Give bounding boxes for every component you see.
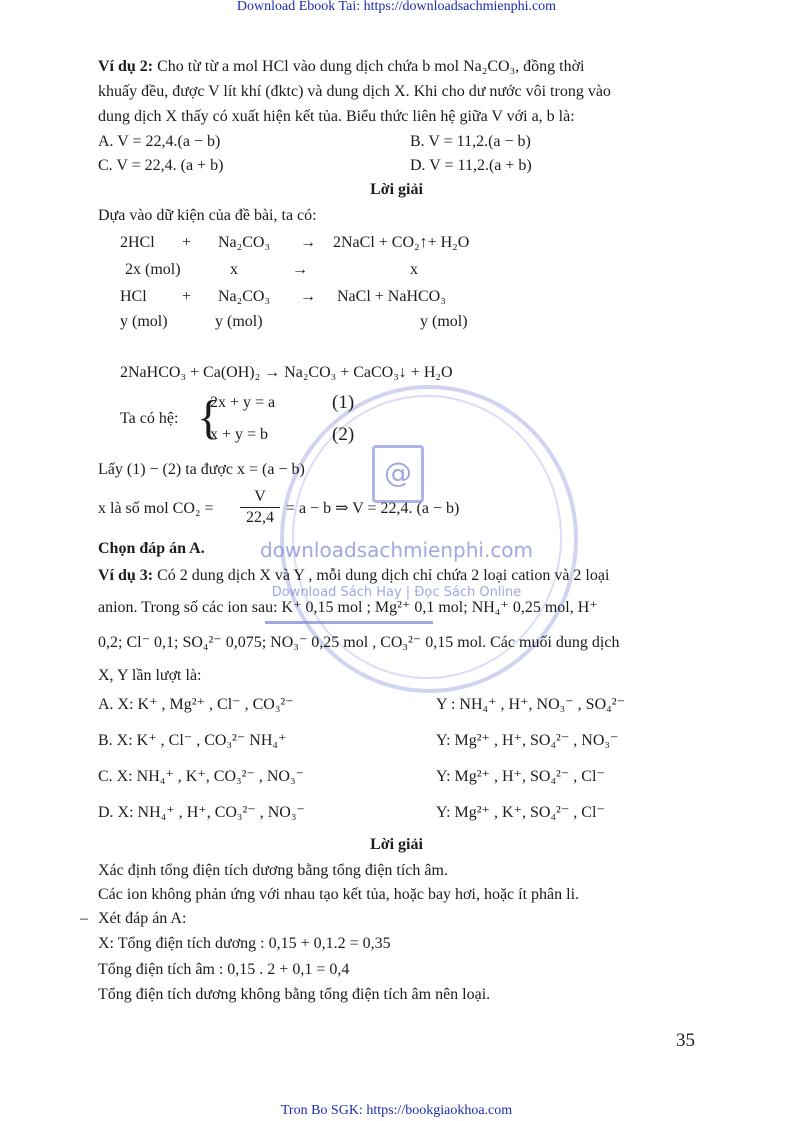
system-brace: { bbox=[197, 391, 221, 444]
page-number: 35 bbox=[676, 1030, 695, 1051]
ex3-line-1 bbox=[98, 565, 609, 587]
fraction-numerator: V bbox=[254, 488, 266, 505]
ex2-option-d: D. V = 11,2.(a + b) bbox=[410, 157, 532, 174]
sol3-line-5: Tổng điện tích âm : 0,15 . 2 + 0,1 = 0,4 bbox=[98, 961, 350, 978]
fraction-denominator: 22,4 bbox=[246, 509, 274, 526]
eq1-mol-c: x bbox=[410, 261, 418, 278]
ex3-line-2: anion. Trong số các ion sau: K⁺ 0,15 mol ; Mg²⁺ 0,1 mol; NH₄⁺ 0,25 mol, H⁺ bbox=[98, 599, 598, 616]
co2-pre: x là số mol CO₂ = bbox=[98, 500, 214, 517]
eq3: 2NaHCO₃ + Ca(OH)₂ → Na₂CO₃ + CaCO₃↓ + H₂O bbox=[120, 364, 453, 381]
system-label: Ta có hệ: bbox=[120, 410, 179, 427]
eq2-mol-a: y (mol) bbox=[120, 313, 168, 330]
eq2-mol-c: y (mol) bbox=[420, 313, 468, 330]
ex3-title: Ví dụ 3: bbox=[98, 567, 154, 584]
ex2-line-1 bbox=[98, 56, 585, 78]
ex3-text: Có 2 dung dịch X và Y , mỗi dung dịch chỉ chứa 2 loại cation và 2 loại bbox=[157, 567, 610, 584]
eq1-mol-arrow: → bbox=[292, 261, 308, 278]
eq1-products: 2NaCl + CO₂↑+ H₂O bbox=[333, 234, 470, 251]
sol3-line-2: Các ion không phản ứng với nhau tạo kết tủa, hoặc bay hơi, hoặc ít phân li. bbox=[98, 886, 580, 903]
ex2-line-3: dung dịch X thấy có xuất hiện kết tủa. Biểu thức liên hệ giữa V với a, b là: bbox=[98, 108, 575, 125]
footer-sgk-link[interactable]: Tron Bo SGK: https://bookgiaokhoa.com bbox=[280, 1103, 513, 1118]
ex2-line-2: khuấy đều, được V lít khí (đktc) và dung dịch X. Khi cho dư nước vôi trong vào bbox=[98, 83, 611, 100]
ex3-option-b-y: Y: Mg²⁺ , H⁺, SO₄²⁻ , NO₃⁻ bbox=[436, 732, 619, 749]
co2-post: = a − b ⇒ V = 22,4. (a − b) bbox=[286, 500, 460, 517]
ex3-option-a-y: Y : NH₄⁺ , H⁺, NO₃⁻ , SO₄²⁻ bbox=[436, 696, 625, 713]
header-download-link[interactable]: Download Ebook Tai: https://downloadsachmienphi.com bbox=[236, 0, 557, 14]
sol2-heading bbox=[0, 179, 793, 201]
ex3-option-d-x: D. X: NH₄⁺ , H⁺, CO₃²⁻ , NO₃⁻ bbox=[98, 804, 305, 821]
sol2-heading-text: Lời giải bbox=[370, 181, 423, 198]
ex2-option-a: A. V = 22,4.(a − b) bbox=[98, 133, 221, 150]
eq1-arrow: → bbox=[300, 234, 316, 251]
eq1-a: 2HCl bbox=[120, 234, 155, 251]
ex2-title: Ví dụ 2: bbox=[98, 58, 154, 75]
watermark-book-at-icon: @ bbox=[372, 445, 424, 503]
ex3-option-d-y: Y: Mg²⁺ , K⁺, SO₄²⁻ , Cl⁻ bbox=[436, 804, 605, 821]
answer-text: Chọn đáp án A. bbox=[98, 540, 205, 557]
eq2-a: HCl bbox=[120, 288, 147, 305]
fraction-bar bbox=[240, 507, 280, 508]
ex2-option-b: B. V = 11,2.(a − b) bbox=[410, 133, 531, 150]
watermark-site: downloadsachmienphi.com bbox=[259, 538, 534, 562]
subtract-line: Lấy (1) − (2) ta được x = (a − b) bbox=[98, 461, 305, 478]
ex2-option-c: C. V = 22,4. (a + b) bbox=[98, 157, 224, 174]
ex3-option-c-x: C. X: NH₄⁺ , K⁺, CO₃²⁻ , NO₃⁻ bbox=[98, 768, 304, 785]
ex3-option-b-x: B. X: K⁺ , Cl⁻ , CO₃²⁻ NH₄⁺ bbox=[98, 732, 287, 749]
eq1-b: Na₂CO₃ bbox=[218, 234, 271, 251]
sol2-intro: Dựa vào dữ kiện của đề bài, ta có: bbox=[98, 207, 317, 224]
ex3-option-c-y: Y: Mg²⁺ , H⁺, SO₄²⁻ , Cl⁻ bbox=[436, 768, 605, 785]
system-tag-1: (1) bbox=[332, 392, 355, 413]
eq2-mol-b: y (mol) bbox=[215, 313, 263, 330]
sol3-line-3: Xét đáp án A: bbox=[98, 910, 187, 927]
watermark-tagline: Download Sách Hay | Đọc Sách Online bbox=[271, 585, 522, 600]
sol3-heading bbox=[0, 834, 793, 856]
sol3-line-6: Tổng điện tích dương không bằng tổng điện tích âm nên loại. bbox=[98, 986, 491, 1003]
sol3-line-4: X: Tổng điện tích dương : 0,15 + 0,1.2 = 0,35 bbox=[98, 935, 391, 952]
ex3-line-3: 0,2; Cl⁻ 0,1; SO₄²⁻ 0,075; NO₃⁻ 0,25 mol , CO₃²⁻ 0,15 mol. Các muối dung dịch bbox=[98, 634, 620, 651]
eq2-arrow: → bbox=[300, 288, 316, 305]
ex2-text: Cho từ từ a mol HCl vào dung dịch chứa b mol Na₂CO₃, đồng thời bbox=[157, 58, 585, 75]
eq1-plus: + bbox=[182, 234, 192, 251]
sol3-heading-text: Lời giải bbox=[370, 836, 423, 853]
eq2-products: NaCl + NaHCO₃ bbox=[337, 288, 446, 305]
fraction bbox=[240, 488, 280, 527]
ex3-option-a-x: A. X: K⁺ , Mg²⁺ , Cl⁻ , CO₃²⁻ bbox=[98, 696, 294, 713]
eq2-b: Na₂CO₃ bbox=[218, 288, 271, 305]
answer-line bbox=[98, 538, 205, 560]
system-tag-2: (2) bbox=[332, 424, 355, 445]
system-eq-2: x + y = b bbox=[210, 426, 269, 443]
sol3-dash: – bbox=[80, 910, 88, 927]
ex3-line-4: X, Y lần lượt là: bbox=[98, 667, 202, 684]
system-eq-1: 2x + y = a bbox=[210, 394, 276, 411]
watermark-underline bbox=[265, 621, 433, 624]
eq2-plus: + bbox=[182, 288, 192, 305]
eq1-mol-b: x bbox=[230, 261, 238, 278]
sol3-line-1: Xác định tổng điện tích dương bằng tổng điện tích âm. bbox=[98, 862, 448, 879]
eq1-mol-a: 2x (mol) bbox=[125, 261, 181, 278]
